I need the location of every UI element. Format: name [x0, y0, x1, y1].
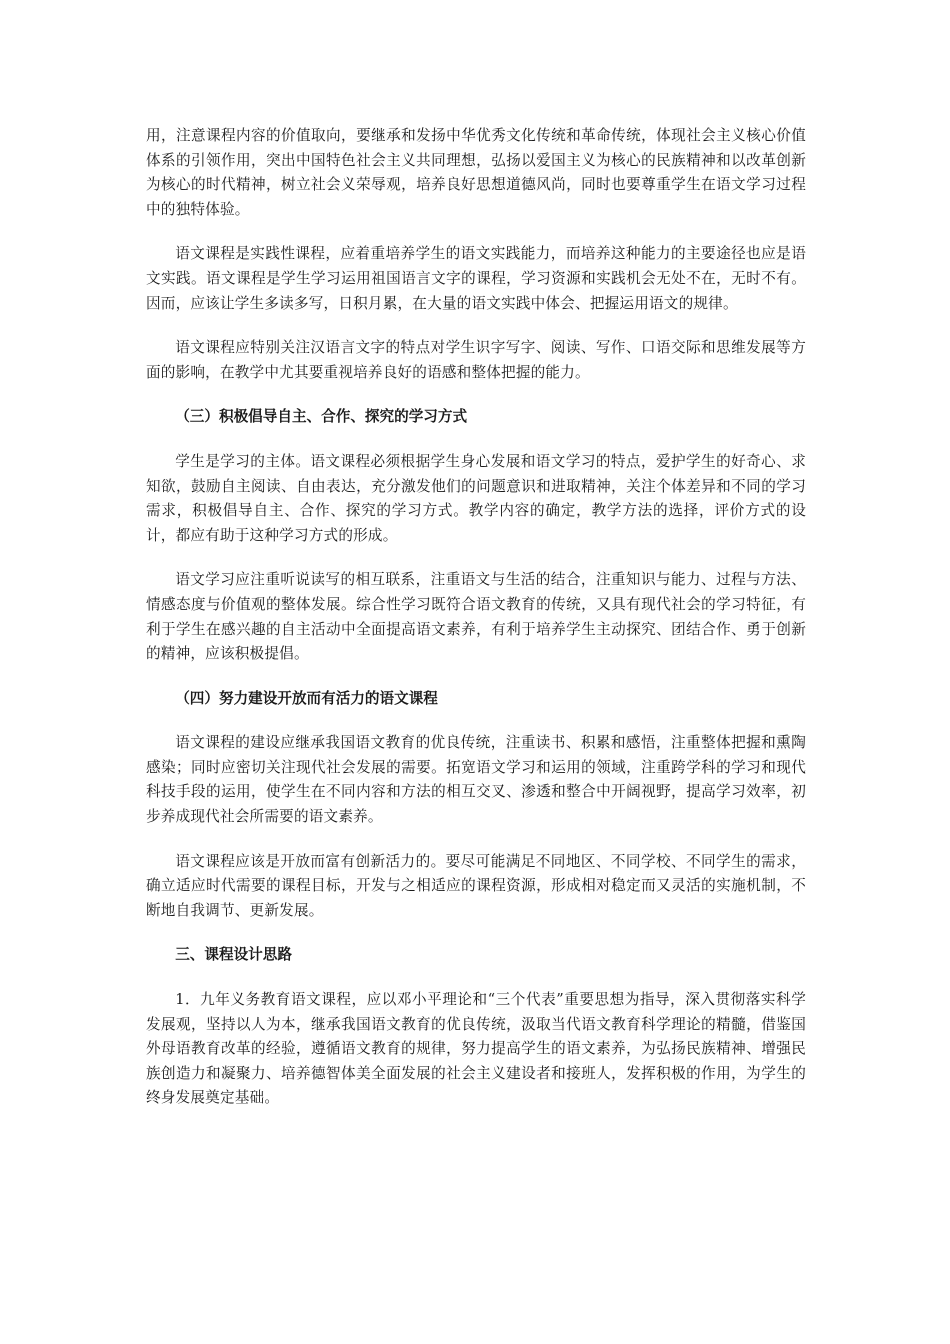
section-heading: 三、课程设计思路 — [175, 946, 292, 964]
paragraph: 1．九年义务教育语文课程，应以邓小平理论和“三个代表”重要思想为指导，深入贯彻落实科学发展观，坚持以人为本，继承我国语文教育的优良传统，汲取当代语文教育科学理论的精髓，借鉴国外母语教育改革的经验，遵循语文教育的规律，努力提高学生的语文素养，为弘扬民族精神、增强民族创造力和凝聚力、培养德智体美全面发展的社会主义建设者和接班人，发挥积极的作用，为学生的终身发展奠定基础。 — [146, 991, 806, 1107]
paragraph: 语文课程应特别关注汉语言文字的特点对学生识字写字、阅读、写作、口语交际和思维发展等方面的影响，在教学中尤其要重视培养良好的语感和整体把握的能力。 — [146, 339, 806, 381]
paragraph: 语文学习应注重听说读写的相互联系，注重语文与生活的结合，注重知识与能力、过程与方法、情感态度与价值观的整体发展。综合性学习既符合语文教育的传统，又具有现代社会的学习特征，有利于学生在感兴趣的自主活动中全面提高语文素养，有利于培养学生主动探究、团结合作、勇于创新的精神，应该积极提倡。 — [146, 571, 806, 663]
paragraph: 语文课程是实践性课程，应着重培养学生的语文实践能力，而培养这种能力的主要途径也应是语文实践。语文课程是学生学习运用祖国语言文字的课程，学习资源和实践机会无处不在，无时不有。因而，应该让学生多读多写，日积月累，在大量的语文实践中体会、把握运用语文的规律。 — [146, 245, 806, 312]
section-heading: （三）积极倡导自主、合作、探究的学习方式 — [175, 408, 468, 426]
document-page — [146, 124, 806, 1131]
paragraph: 语文课程应该是开放而富有创新活力的。要尽可能满足不同地区、不同学校、不同学生的需求，确立适应时代需要的课程目标，开发与之相适应的课程资源，形成相对稳定而又灵活的实施机制，不断地自我调节、更新发展。 — [146, 852, 806, 919]
paragraph: 用，注意课程内容的价值取向，要继承和发扬中华优秀文化传统和革命传统，体现社会主义核心价值体系的引领作用，突出中国特色社会主义共同理想，弘扬以爱国主义为核心的民族精神和以改革创新为核心的时代精神，树立社会义荣辱观，培养良好思想道德风尚，同时也要尊重学生在语文学习过程中的独特体验。 — [146, 127, 806, 218]
paragraph: 学生是学习的主体。语文课程必须根据学生身心发展和语文学习的特点，爱护学生的好奇心、求知欲，鼓励自主阅读、自由表达，充分激发他们的问题意识和进取精神，关注个体差异和不同的学习需求，积极倡导自主、合作、探究的学习方式。教学内容的确定，教学方法的选择，评价方式的设计，都应有助于这种学习方式的形成。 — [146, 452, 806, 544]
section-heading: （四）努力建设开放而有活力的语文课程 — [175, 689, 438, 707]
paragraph: 语文课程的建设应继承我国语文教育的优良传统，注重读书、积累和感悟，注重整体把握和熏陶感染；同时应密切关注现代社会发展的需要。拓宽语文学习和运用的领域，注重跨学科的学习和现代科技手段的运用，使学生在不同内容和方法的相互交叉、渗透和整合中开阔视野，提高学习效率，初步养成现代社会所需要的语文素养。 — [146, 734, 806, 826]
